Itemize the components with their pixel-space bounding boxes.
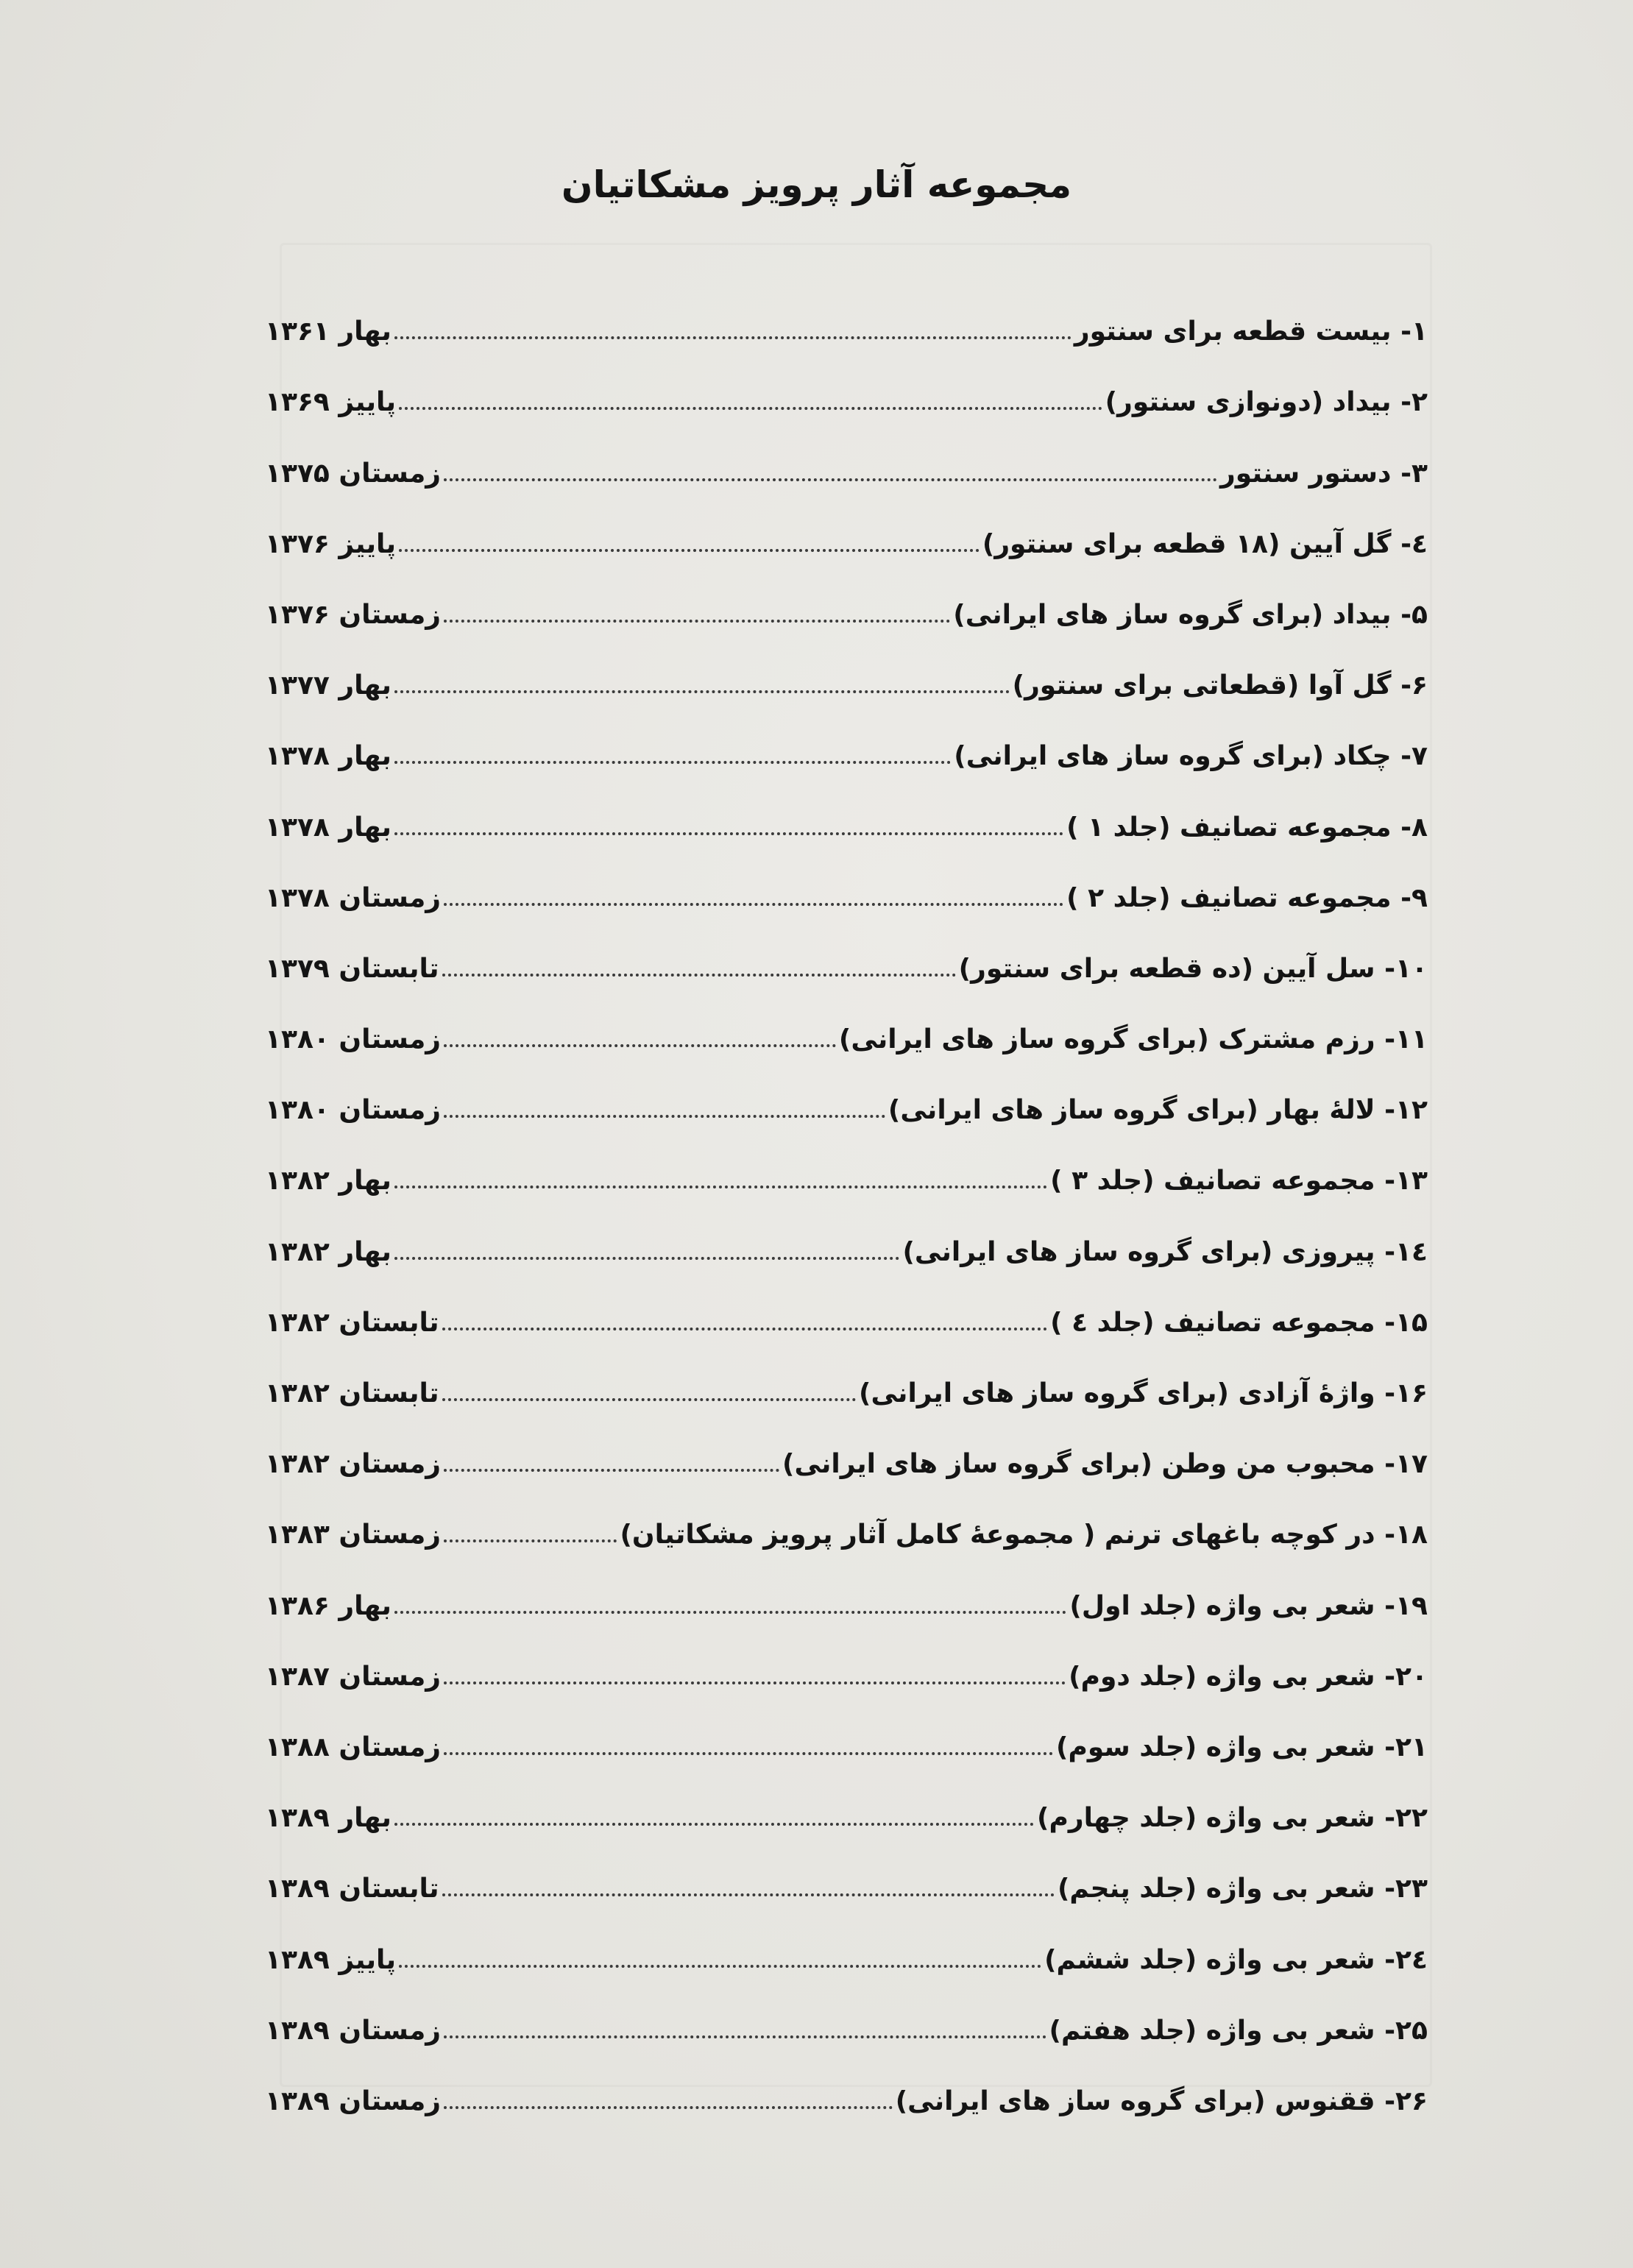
work-entry xyxy=(265,991,1428,1062)
work-title: ۱۰- سل آیین (ده قطعه برای سنتور) xyxy=(958,953,1428,984)
work-entry xyxy=(265,1062,1428,1133)
work-entry xyxy=(265,1416,1428,1486)
work-entry xyxy=(265,779,1428,849)
work-title: ۱۵- مجموعه تصانیف (جلد ٤ ) xyxy=(1050,1307,1428,1338)
dot-leader xyxy=(394,1610,1066,1614)
work-title: ۱۸- در کوچه باغهای ترنم ( مجموعۀ کامل آثار پرویز مشکاتیان) xyxy=(620,1520,1428,1551)
work-title: ۲۳- شعر بی واژه (جلد پنجم) xyxy=(1057,1874,1428,1904)
work-title: ۳- دستور سنتور xyxy=(1220,458,1428,489)
work-title: ۱۹- شعر بی واژه (جلد اول) xyxy=(1069,1590,1428,1621)
dot-leader xyxy=(394,832,1063,835)
dot-leader xyxy=(444,1114,885,1118)
work-entry xyxy=(265,1982,1428,2053)
work-date: زمستان ۱۳۸۹ xyxy=(265,2015,442,2046)
page-title: مجموعه آثار پرویز مشکاتیان xyxy=(561,163,1072,206)
work-entry xyxy=(265,354,1428,425)
work-title: ۸- مجموعه تصانیف (جلد ۱ ) xyxy=(1066,812,1428,843)
work-date: تابستان ۱۳۸۲ xyxy=(265,1378,439,1408)
dot-leader xyxy=(444,478,1217,481)
work-title: ۱- بیست قطعه برای سنتور xyxy=(1074,316,1428,347)
work-entry xyxy=(265,921,1428,991)
work-title: ۲٤- شعر بی واژه (جلد ششم) xyxy=(1044,1944,1428,1975)
work-entry xyxy=(265,1629,1428,1699)
dot-leader xyxy=(444,619,950,623)
work-title: ۶- گل آوا (قطعاتی برای سنتور) xyxy=(1012,670,1428,701)
dot-leader xyxy=(444,1681,1066,1684)
work-date: زمستان ۱۳۷۶ xyxy=(265,599,442,630)
work-entry xyxy=(265,496,1428,567)
dot-leader xyxy=(444,1468,779,1472)
work-entry xyxy=(265,425,1428,495)
work-date: بهار ۱۳۸۶ xyxy=(265,1590,392,1621)
work-date: بهار ۱۳۸۲ xyxy=(265,1236,392,1267)
work-date: زمستان ۱۳۸۸ xyxy=(265,1732,442,1762)
dot-leader xyxy=(394,760,951,764)
work-entry xyxy=(265,708,1428,779)
work-title: ۲۰- شعر بی واژه (جلد دوم) xyxy=(1069,1661,1428,1692)
work-title: ٤- گل آیین (۱۸ قطعه برای سنتور) xyxy=(982,528,1428,559)
work-entry xyxy=(265,567,1428,637)
work-title: ۲- بیداد (دونوازی سنتور) xyxy=(1105,387,1428,418)
work-title: ۷- چکاد (برای گروه ساز های ایرانی) xyxy=(954,741,1428,772)
work-date: بهار ۱۳۷۸ xyxy=(265,741,392,772)
dot-leader xyxy=(444,1539,617,1542)
work-title: ۱۷- محبوب من وطن (برای گروه ساز های ایرانی) xyxy=(782,1449,1428,1480)
dot-leader xyxy=(444,1751,1053,1755)
dot-leader xyxy=(394,1185,1047,1188)
work-title: ۹- مجموعه تصانیف (جلد ۲ ) xyxy=(1066,882,1428,913)
dot-leader xyxy=(442,1397,856,1401)
work-date: بهار ۱۳۷۷ xyxy=(265,670,392,701)
work-title: ۱۱- رزم مشترک (برای گروه ساز های ایرانی) xyxy=(838,1024,1428,1055)
work-entry xyxy=(265,1840,1428,1911)
dot-leader xyxy=(444,2035,1046,2038)
work-date: تابستان ۱۳۸۲ xyxy=(265,1307,439,1338)
work-entry xyxy=(265,1557,1428,1628)
work-date: زمستان ۱۳۸۰ xyxy=(265,1024,442,1055)
dot-leader xyxy=(394,1256,899,1260)
work-date: زمستان ۱۳۸۹ xyxy=(265,2086,442,2116)
work-date: پاییز ۱۳۶۹ xyxy=(265,387,397,418)
dot-leader xyxy=(399,548,980,552)
work-date: تابستان ۱۳۷۹ xyxy=(265,953,439,984)
work-date: بهار ۱۳۸۲ xyxy=(265,1166,392,1197)
work-entry xyxy=(265,1133,1428,1203)
dot-leader xyxy=(442,1327,1048,1330)
work-title: ۲۲- شعر بی واژه (جلد چهارم) xyxy=(1037,1803,1428,1834)
work-date: بهار ۱۳۶۱ xyxy=(265,316,392,347)
work-entry xyxy=(265,850,1428,921)
dot-leader xyxy=(444,902,1063,906)
dot-leader xyxy=(442,1893,1055,1896)
dot-leader xyxy=(394,1822,1034,1826)
work-title: ۲۵- شعر بی واژه (جلد هفتم) xyxy=(1049,2015,1428,2046)
work-entry xyxy=(265,2053,1428,2124)
dot-leader xyxy=(444,2105,893,2109)
work-title: ۵- بیداد (برای گروه ساز های ایرانی) xyxy=(953,599,1428,630)
dot-leader xyxy=(399,1964,1041,1968)
work-date: زمستان ۱۳۸۳ xyxy=(265,1520,442,1551)
work-date: تابستان ۱۳۸۹ xyxy=(265,1874,439,1904)
work-date: پاییز ۱۳۷۶ xyxy=(265,528,397,559)
work-date: زمستان ۱۳۸۰ xyxy=(265,1095,442,1126)
work-entry xyxy=(265,1770,1428,1840)
work-title: ۲۱- شعر بی واژه (جلد سوم) xyxy=(1055,1732,1428,1762)
dot-leader xyxy=(394,690,1010,693)
dot-leader xyxy=(399,406,1102,410)
work-entry xyxy=(265,1699,1428,1770)
work-title: ۱۳- مجموعه تصانیف (جلد ۳ ) xyxy=(1050,1166,1428,1197)
dot-leader xyxy=(442,973,956,977)
work-date: زمستان ۱۳۷۵ xyxy=(265,458,442,489)
work-date: پاییز ۱۳۸۹ xyxy=(265,1944,397,1975)
work-title: ۱٤- پیروزی (برای گروه ساز های ایرانی) xyxy=(902,1236,1428,1267)
work-date: بهار ۱۳۸۹ xyxy=(265,1803,392,1834)
dot-leader xyxy=(444,1043,836,1047)
work-date: بهار ۱۳۷۸ xyxy=(265,812,392,843)
work-entry xyxy=(265,283,1428,354)
work-title: ۲۶- ققنوس (برای گروه ساز های ایرانی) xyxy=(895,2086,1428,2116)
dot-leader xyxy=(394,336,1071,339)
work-title: ۱۲- لالۀ بهار (برای گروه ساز های ایرانی) xyxy=(888,1095,1428,1126)
work-entry xyxy=(265,1203,1428,1274)
work-entry xyxy=(265,1486,1428,1557)
work-entry xyxy=(265,1911,1428,1982)
work-title: ۱۶- واژۀ آزادی (برای گروه ساز های ایرانی) xyxy=(859,1378,1428,1408)
work-entry xyxy=(265,1345,1428,1416)
work-date: زمستان ۱۳۸۷ xyxy=(265,1661,442,1692)
work-entry xyxy=(265,637,1428,708)
work-date: زمستان ۱۳۸۲ xyxy=(265,1449,442,1480)
works-list xyxy=(265,283,1428,2124)
work-entry xyxy=(265,1275,1428,1345)
work-date: زمستان ۱۳۷۸ xyxy=(265,882,442,913)
